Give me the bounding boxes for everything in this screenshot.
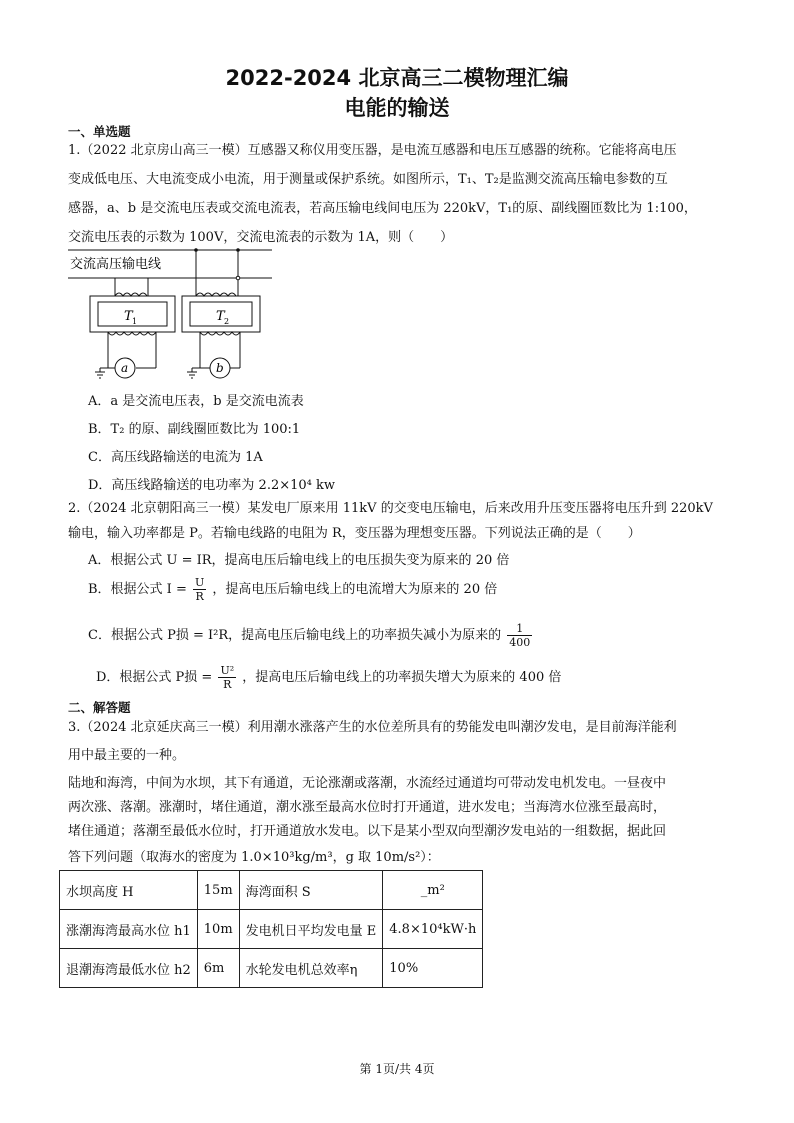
q1-option-b: B．T₂ 的原、副线圈匝数比为 100:1 <box>88 422 301 437</box>
page-title: 2022-2024 北京高三二模物理汇编 <box>225 66 569 90</box>
q2-option-b-suffix: ，提高电压后输电线上的电流增大为原来的 20 倍 <box>212 582 498 597</box>
q2-option-c-prefix: C．根据公式 P损 = I²R，提高电压后输电线上的功率损失减小为原来的 <box>88 628 502 643</box>
q2-option-c <box>88 622 534 649</box>
q2-line: 2.（2024 北京朝阳高三一模）某发电厂原来用 11kV 的交变电压输电，后来改用升压变压器将电压升到 220kV <box>68 501 713 516</box>
q3-line: 用中最主要的一种。 <box>68 748 186 763</box>
q2-line: 输电，输入功率都是 P。若输电线路的电阻为 R，变压器为理想变压器。下列说法正确的是（ ） <box>68 526 641 541</box>
section-heading-single-choice: 一、单选题 <box>68 124 131 139</box>
fraction-denominator: 400 <box>509 636 531 649</box>
q2-option-d-suffix: ，提高电压后输电线上的功率损失增大为原来的 400 倍 <box>242 670 562 685</box>
q1-line: 感器，a、b 是交流电压表或交流电流表，若高压输电线间电压为 220kV，T₁的原、副线圈匝数比为 1:100， <box>68 201 697 216</box>
q1-option-d: D．高压线路输送的电功率为 2.2×10⁴ kw <box>88 478 336 493</box>
table-row <box>60 910 483 949</box>
figure-line-label: 交流高压输电线 <box>70 257 162 272</box>
page-subtitle: 电能的输送 <box>344 96 450 120</box>
table-cell: 6m <box>197 949 239 988</box>
meter-b-label: b <box>216 361 224 375</box>
t1-subscript: 1 <box>132 317 138 326</box>
table-cell: 15m <box>197 871 239 910</box>
q2-option-a: A．根据公式 U = IR，提高电压后输电线上的电压损失变为原来的 20 倍 <box>88 553 510 568</box>
section-heading-answer: 二、解答题 <box>68 700 131 715</box>
q3-line: 3.（2024 北京延庆高三一模）利用潮水涨落产生的水位差所具有的势能发电叫潮汐发电，是目前海洋能利 <box>68 720 677 735</box>
fraction-numerator: U² <box>220 664 235 677</box>
table-cell: 4.8×10⁴kW·h <box>383 910 483 949</box>
q2-option-b-prefix: B．根据公式 I = <box>88 582 187 597</box>
t2-label: T <box>216 309 225 324</box>
table-cell: 水轮发电机总效率η <box>239 949 383 988</box>
q1-line: 变成低电压、大电流变成小电流，用于测量或保护系统。如图所示，T₁、T₂是监测交流高压输电参数的互 <box>68 172 668 187</box>
fraction-numerator: 1 <box>507 622 532 636</box>
q3-line: 陆地和海湾，中间为水坝，其下有通道，无论涨潮或落潮，水流经过通道均可带动发电机发电。一昼夜中 <box>68 776 667 791</box>
q3-line: 答下列问题（取海水的密度为 1.0×10³kg/m³，g 取 10m/s²）： <box>68 850 440 865</box>
q3-line: 两次涨、落潮。涨潮时，堵住通道，潮水涨至最高水位时打开通道，进水发电；当海湾水位涨至最高时， <box>68 800 667 815</box>
q1-option-c: C．高压线路输送的电流为 1A <box>88 450 263 465</box>
table-cell: 发电机日平均发电量 E <box>239 910 383 949</box>
table-row <box>60 871 483 910</box>
fraction <box>193 576 206 603</box>
q2-option-d-prefix: D．根据公式 P损 = <box>96 670 213 685</box>
table-row <box>60 949 483 988</box>
table-cell: 10m <box>197 910 239 949</box>
table-cell: 10% <box>383 949 483 988</box>
q1-option-a: A．a 是交流电压表，b 是交流电流表 <box>88 394 304 409</box>
table-cell: 水坝高度 H <box>60 871 198 910</box>
table-cell: 退潮海湾最低水位 h2 <box>60 949 198 988</box>
transformer-circuit-figure <box>60 244 285 384</box>
fraction-denominator: R <box>195 590 204 603</box>
table-cell: _m² <box>383 871 483 910</box>
t2-subscript: 2 <box>224 317 230 326</box>
fraction <box>218 664 236 691</box>
page-footer: 第 1页/共 4页 <box>359 1062 435 1076</box>
q1-line: 1.（2022 北京房山高三一模）互感器又称仪用变压器，是电流互感器和电压互感器的统称。它能将高电压 <box>68 143 677 158</box>
tidal-data-table <box>59 870 483 988</box>
fraction-numerator: U <box>195 576 205 589</box>
q2-option-b <box>88 576 497 603</box>
table-cell: 海湾面积 S <box>239 871 383 910</box>
table-cell: 涨潮海湾最高水位 h1 <box>60 910 198 949</box>
q1-line: 交流电压表的示数为 100V，交流电流表的示数为 1A，则（ ） <box>68 230 454 245</box>
fraction-denominator: R <box>223 678 232 691</box>
meter-a-label: a <box>121 361 129 375</box>
fraction <box>507 622 532 649</box>
q2-option-d <box>96 664 561 691</box>
q3-line: 堵住通道；落潮至最低水位时，打开通道放水发电。以下是某小型双向型潮汐发电站的一组数据，据此回 <box>68 824 667 839</box>
t1-label: T <box>124 309 133 324</box>
